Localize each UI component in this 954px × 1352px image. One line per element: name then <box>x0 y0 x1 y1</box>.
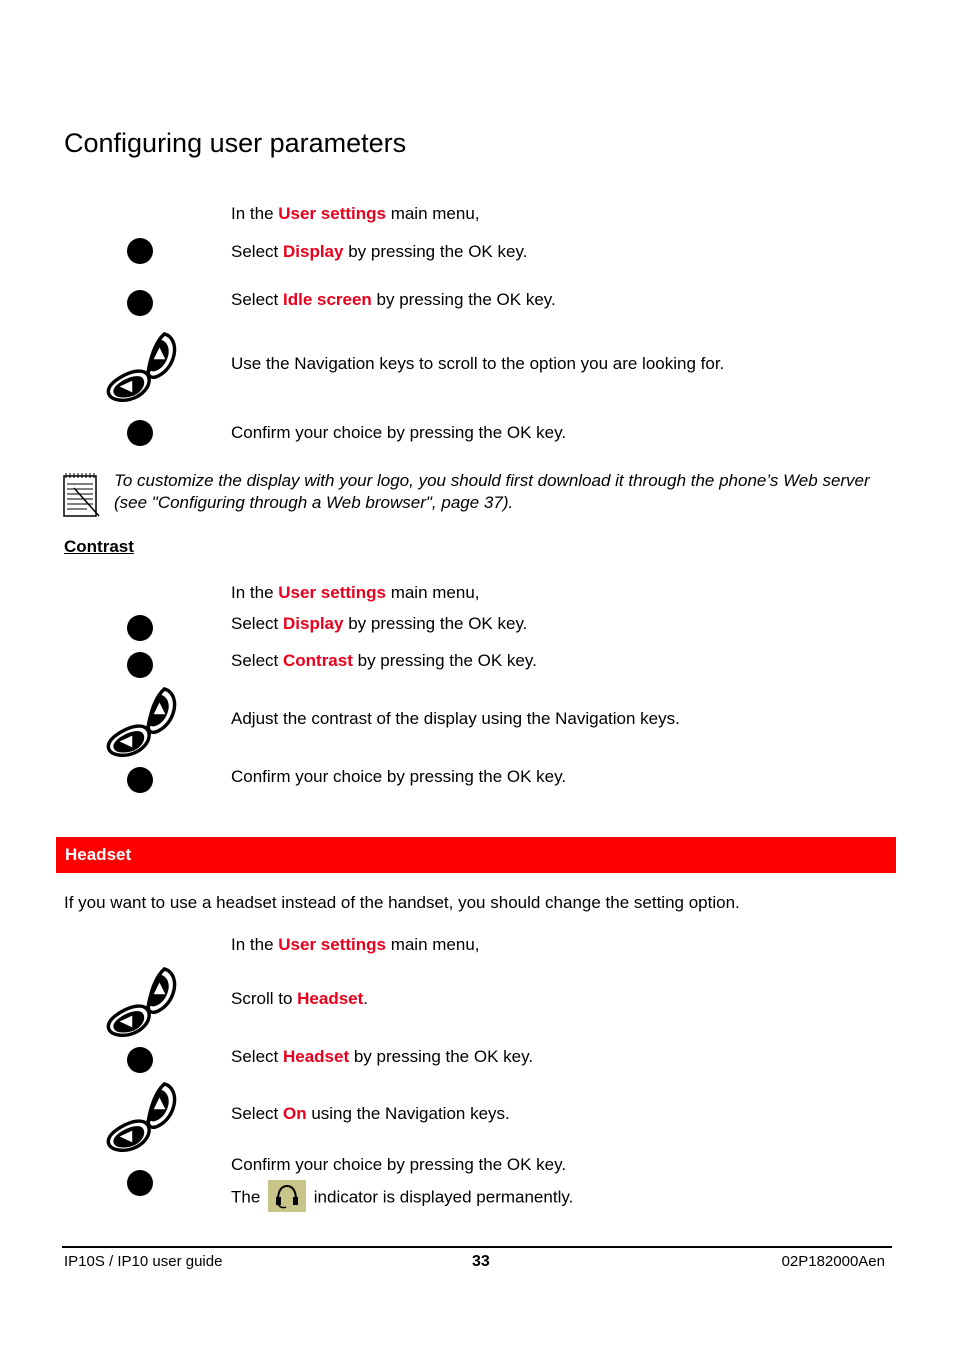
instruction-line: Confirm your choice by pressing the OK key. <box>231 1155 567 1174</box>
navigation-keys-icon <box>104 1081 178 1155</box>
instruction-line: Select Idle screen by pressing the OK key. <box>231 290 556 309</box>
headset-indicator-icon <box>268 1180 306 1212</box>
instruction-line: Confirm your choice by pressing the OK key. <box>231 423 567 442</box>
navigation-keys-icon <box>104 686 178 760</box>
instruction-line: In the User settings main menu, <box>231 583 480 602</box>
instruction-line: Select Display by pressing the OK key. <box>231 614 528 633</box>
note-text: To customize the display with your logo, you should first download it through the phone’s Web server (see "Configuring through a Web browser", page 37). <box>114 471 870 512</box>
instruction-line: Select Display by pressing the OK key. <box>231 242 528 261</box>
headset-heading: Headset <box>65 845 132 864</box>
ok-key-icon <box>127 290 153 316</box>
instruction-line: Confirm your choice by pressing the OK key. <box>231 767 567 786</box>
instruction-line: In the User settings main menu, <box>231 204 480 223</box>
instruction-line: Select On using the Navigation keys. <box>231 1104 510 1123</box>
instruction-line: Use the Navigation keys to scroll to the option you are looking for. <box>231 354 725 373</box>
footer-right: 02P182000Aen <box>781 1253 885 1270</box>
ok-key-icon <box>127 615 153 641</box>
footer-rule <box>62 1246 892 1248</box>
navigation-keys-icon <box>104 966 178 1040</box>
footer-left: IP10S / IP10 user guide <box>64 1253 223 1270</box>
ok-key-icon <box>127 1047 153 1073</box>
headset-section-bar <box>56 837 896 873</box>
ok-key-icon <box>127 238 153 264</box>
indicator-line: The indicator is displayed permanently. <box>231 1182 573 1214</box>
navigation-keys-icon <box>104 331 178 405</box>
note-icon <box>62 472 102 518</box>
instruction-line: Select Contrast by pressing the OK key. <box>231 651 537 670</box>
page-title: Configuring user parameters <box>64 128 407 158</box>
ok-key-icon <box>127 1170 153 1196</box>
ok-key-icon <box>127 767 153 793</box>
instruction-line: In the User settings main menu, <box>231 935 480 954</box>
headset-intro: If you want to use a headset instead of the handset, you should change the setting option. <box>64 893 740 912</box>
ok-key-icon <box>127 420 153 446</box>
instruction-line: Select Headset by pressing the OK key. <box>231 1047 534 1066</box>
page-number: 33 <box>472 1253 490 1270</box>
instruction-line: Adjust the contrast of the display using the Navigation keys. <box>231 709 680 728</box>
contrast-heading: Contrast <box>64 537 134 556</box>
instruction-line: Scroll to Headset. <box>231 989 369 1008</box>
ok-key-icon <box>127 652 153 678</box>
